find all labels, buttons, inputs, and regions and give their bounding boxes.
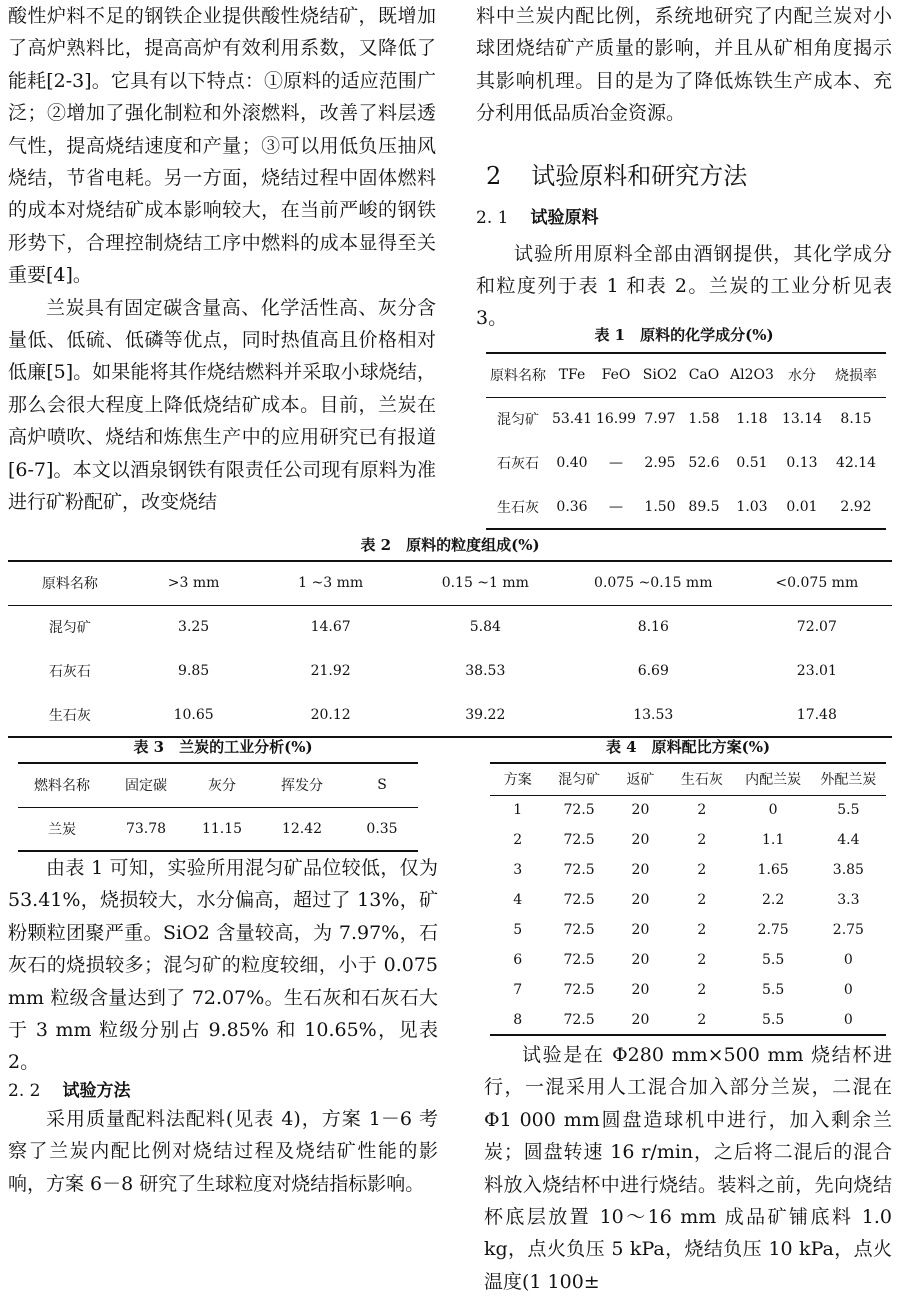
table-cell: 石灰石	[48, 664, 91, 680]
section-title: 试验原料和研究方法	[531, 161, 748, 190]
table-cell: 1.58	[688, 411, 720, 428]
table-cell: 72.5	[563, 832, 595, 848]
table-cell: 13.53	[565, 693, 742, 737]
table-cell: 12.42	[258, 807, 346, 851]
table3-caption: 表 3 兰炭的工业分析(%)	[133, 738, 313, 756]
table4-header-cell: 返矿	[613, 763, 668, 795]
table-cell: 72.5	[563, 922, 595, 938]
table-cell: 20.12	[256, 693, 406, 737]
table-cell: 42.14	[835, 455, 877, 471]
table-cell: 5.5	[761, 982, 785, 998]
table-cell: 1.50	[638, 485, 682, 529]
table-cell: 5.84	[469, 619, 501, 636]
subsection-heading-2-2	[8, 1079, 438, 1103]
table-cell: 3.25	[178, 619, 210, 636]
paragraph-intro-1: 酸性炉料不足的钢铁企业提供酸性烧结矿，既增加了高炉熟料比，提高高炉有效利用系数，又降低了能耗[2-3]。它具有以下特点：①原料的适应范围广泛；②增加了强化制粒和外滚燃料，改善了料层透气性，提高烧结速度和产量；③可以用低负压抽风烧结，节省电耗。另一方面，烧结过程中固体燃料的成本对烧结矿成本影响较大，在当前严峻的钢铁形势下，合理控制烧结工序中燃料的成本显得至关重要[4]。	[8, 5, 436, 287]
table-cell: 1.18	[736, 411, 768, 428]
table1-caption: 表 1 原料的化学成分(%)	[594, 326, 774, 344]
table1	[486, 352, 886, 530]
table-row	[490, 915, 886, 945]
table-cell: 2.92	[826, 485, 886, 529]
table-cell: 2	[697, 862, 707, 878]
table1-header-cell: 水分	[778, 353, 826, 397]
table-cell: 20	[613, 1005, 668, 1035]
table-cell: 11.15	[186, 807, 258, 851]
table1-header-cell: FeO	[594, 353, 638, 397]
table4-header-cell: 内配兰炭	[736, 763, 811, 795]
table2-header-row	[8, 561, 892, 605]
table3	[18, 762, 418, 852]
table-cell: 2.75	[757, 922, 789, 938]
table1-header-cell: Al2O3	[726, 353, 778, 397]
subsection-number: 2. 2	[8, 1080, 41, 1101]
table-cell: 2	[513, 832, 523, 848]
table-cell: 7	[513, 982, 523, 998]
paragraph-procedure: 试验是在 Φ280 mm×500 mm 烧结杯进行，一混采用人工混合加入部分兰炭，二混在 Φ1 000 mm圆盘造球机中进行，加入剩余兰炭；圆盘转速 16 r/min，之后将二混后的混合料放入烧结杯中进行烧结。装料之前，先向烧结杯底层放置 10～16 mm 成品矿铺底料 1.0 kg，点火负压 5 kPa，烧结负压 10 kPa，点火温度(1 100±	[484, 1044, 892, 1293]
table-cell: 17.48	[742, 693, 892, 737]
table3-header-cell: S	[346, 763, 418, 807]
table-cell: 5.5	[736, 1005, 811, 1035]
table-cell: 5.5	[837, 802, 860, 819]
table2-header-cell: 0.15 ~1 mm	[406, 561, 565, 605]
table-row	[490, 885, 886, 915]
table-cell: 6	[513, 952, 523, 968]
table-cell: 2.2	[761, 892, 785, 908]
paragraph-method: 采用质量配料法配料(见表 4)，方案 1－6 考察了兰炭内配比例对烧结过程及烧结矿性能的影响，方案 6－8 研究了生球粒度对烧结指标影响。	[8, 1107, 438, 1195]
table4-caption: 表 4 原料配比方案(%)	[605, 738, 771, 756]
table-cell: 2	[697, 832, 707, 848]
table-cell: 8	[490, 1005, 545, 1035]
table-cell: 53.41	[551, 411, 593, 428]
table-cell: 72.07	[796, 619, 837, 636]
table-row	[490, 945, 886, 975]
left-column-top	[8, 0, 436, 519]
table-cell: 9.85	[178, 663, 210, 679]
table-row	[490, 825, 886, 855]
table-row	[8, 693, 892, 737]
table-cell: 10.65	[132, 693, 256, 737]
table3-header-row	[18, 763, 418, 807]
table-cell: 2	[668, 1005, 735, 1035]
table-cell: 2	[697, 952, 707, 968]
table-cell: 0.36	[550, 485, 594, 529]
table-cell: 2	[697, 922, 707, 938]
subsection-number: 2. 1	[476, 207, 509, 228]
table-cell: 6.69	[637, 663, 669, 679]
table-row	[18, 807, 418, 851]
table-cell: 8.16	[637, 619, 669, 636]
table4-header-cell: 方案	[490, 763, 545, 795]
table2-caption: 表 2 原料的粒度组成(%)	[360, 536, 540, 554]
table-cell: —	[609, 455, 623, 471]
table-cell: 2.95	[644, 455, 676, 471]
table-cell: 5	[513, 922, 523, 938]
paragraph-intro-3: 料中兰炭内配比例，系统地研究了内配兰炭对小球团烧结矿产质量的影响，并且从矿相角度揭示其影响机理。目的是为了降低炼铁生产成本、充分利用低品质冶金资源。	[476, 5, 892, 125]
table-cell: 2	[697, 982, 707, 998]
table-cell: 8.15	[840, 411, 872, 428]
table-cell: 生石灰	[8, 693, 132, 737]
table-cell: 21.92	[310, 663, 351, 679]
table4-header-cell: 生石灰	[668, 763, 735, 795]
table-cell: 20	[631, 922, 650, 938]
table1-header-cell: 原料名称	[486, 353, 550, 397]
table-cell: 2	[697, 802, 707, 819]
table-cell: 0	[843, 982, 853, 998]
table-cell: 0	[811, 1005, 886, 1035]
table-cell: 72.5	[563, 952, 595, 968]
table-cell: 3	[513, 862, 523, 878]
table-cell: 0.01	[778, 485, 826, 529]
right-column-top	[476, 0, 892, 335]
table-cell: 0.35	[346, 807, 418, 851]
table1-header-cell: TFe	[550, 353, 594, 397]
table-cell: 生石灰	[486, 485, 550, 529]
paragraph-materials: 试验所用原料全部由酒钢提供，其化学成分和粒度列于表 1 和表 2。兰炭的工业分析见表 3。	[476, 242, 892, 330]
table-row	[490, 975, 886, 1005]
table4-header-cell: 外配兰炭	[811, 763, 886, 795]
table-cell: 4.4	[837, 832, 860, 848]
table1-header-cell: SiO2	[638, 353, 682, 397]
table-row	[8, 605, 892, 649]
table-cell: 72.5	[563, 802, 595, 819]
table2-header-cell: >3 mm	[132, 561, 256, 605]
section-number: 2	[486, 161, 502, 190]
table-cell: 16.99	[595, 411, 637, 428]
paragraph-analysis: 由表 1 可知，实验所用混匀矿品位较低，仅为 53.41%，烧损较大，水分偏高，超过了 13%，矿粉颗粒团聚严重。SiO2 含量较高，为 7.97%，石灰石的烧损较多；混匀矿的粒度较细，小于 0.075 mm 粒级含量达到了 72.07%。生石灰和石灰石大于 3 mm 粒级分别占 9.85% 和 10.65%，见表 2。	[8, 857, 438, 1074]
table-cell: 20	[631, 802, 650, 819]
table2-header-cell: <0.075 mm	[742, 561, 892, 605]
table2-header-cell: 原料名称	[8, 561, 132, 605]
table-cell: 72.5	[563, 862, 595, 878]
table-cell: 73.78	[106, 807, 186, 851]
paragraph-intro-2: 兰炭具有固定碳含量高、化学活性高、灰分含量低、低硫、低磷等优点，同时热值高且价格相对低廉[5]。如果能将其作烧结燃料并采取小球烧结，那么会很大程度上降低烧结矿成本。目前，兰炭在高炉喷吹、烧结和炼焦生产中的应用研究已有报道[6-7]。本文以酒泉钢铁有限责任公司现有原料为准进行矿粉配矿，改变烧结	[8, 296, 436, 514]
table-cell: 0.40	[556, 455, 588, 471]
table-row	[486, 397, 886, 441]
table-cell: 72.5	[563, 982, 595, 998]
table-cell: 1	[513, 802, 523, 819]
table-cell: 2.75	[832, 922, 864, 938]
table3-header-cell: 灰分	[186, 763, 258, 807]
table-cell: 0.13	[786, 455, 818, 471]
table1-header-cell: CaO	[682, 353, 726, 397]
table-cell: 23.01	[796, 663, 837, 679]
table-cell: 兰炭	[18, 807, 106, 851]
table4	[490, 762, 886, 1036]
table-cell: 1.03	[726, 485, 778, 529]
table-cell: 混匀矿	[497, 412, 539, 429]
table-cell: 72.5	[545, 1005, 612, 1035]
table3-header-cell: 固定碳	[106, 763, 186, 807]
table-cell: 4	[513, 892, 523, 908]
table-cell: 3.85	[832, 862, 864, 878]
table-cell: 13.14	[781, 411, 823, 428]
table-cell: —	[594, 485, 638, 529]
table2-header-cell: 0.075 ~0.15 mm	[565, 561, 742, 605]
table-cell: 0	[768, 802, 778, 819]
table2-header-cell: 1 ~3 mm	[256, 561, 406, 605]
table-cell: 石灰石	[497, 456, 539, 472]
table-cell: 0	[843, 952, 853, 968]
table-cell: 14.67	[310, 619, 351, 636]
table1-header-row	[486, 353, 886, 397]
table-cell: 3.3	[837, 892, 860, 908]
table-cell: 7.97	[644, 411, 676, 428]
table-row	[490, 1005, 886, 1035]
table-cell: 1.1	[761, 832, 785, 848]
table-cell: 2	[697, 892, 707, 908]
table-cell: 72.5	[563, 892, 595, 908]
table-cell: 20	[631, 982, 650, 998]
table-cell: 20	[631, 952, 650, 968]
table-cell: 20	[631, 832, 650, 848]
table-row	[486, 485, 886, 529]
table-row	[8, 649, 892, 693]
table1-header-cell: 烧损率	[826, 353, 886, 397]
table-cell: 0.51	[736, 455, 768, 471]
table4-header-cell: 混匀矿	[545, 763, 612, 795]
table-cell: 38.53	[465, 663, 506, 679]
left-column-bottom	[8, 852, 438, 1200]
subsection-heading-2-1	[476, 206, 892, 230]
subsection-title: 试验原料	[530, 207, 599, 228]
table-cell: 20	[631, 862, 650, 878]
table-cell: 5.5	[761, 952, 785, 968]
table2	[8, 560, 892, 738]
subsection-title: 试验方法	[62, 1080, 131, 1101]
section-heading	[486, 160, 892, 192]
table-cell: 混匀矿	[48, 620, 91, 637]
table-row	[486, 441, 886, 485]
table-cell: 52.6	[688, 455, 720, 471]
table4-header-row	[490, 763, 886, 795]
table-cell: 1.65	[757, 862, 789, 878]
table-cell: 39.22	[406, 693, 565, 737]
table-row	[490, 795, 886, 825]
table-row	[490, 855, 886, 885]
table3-header-cell: 挥发分	[258, 763, 346, 807]
right-column-bottom	[484, 1039, 892, 1298]
table-cell: 20	[631, 892, 650, 908]
table3-header-cell: 燃料名称	[18, 763, 106, 807]
table-cell: 89.5	[682, 485, 726, 529]
